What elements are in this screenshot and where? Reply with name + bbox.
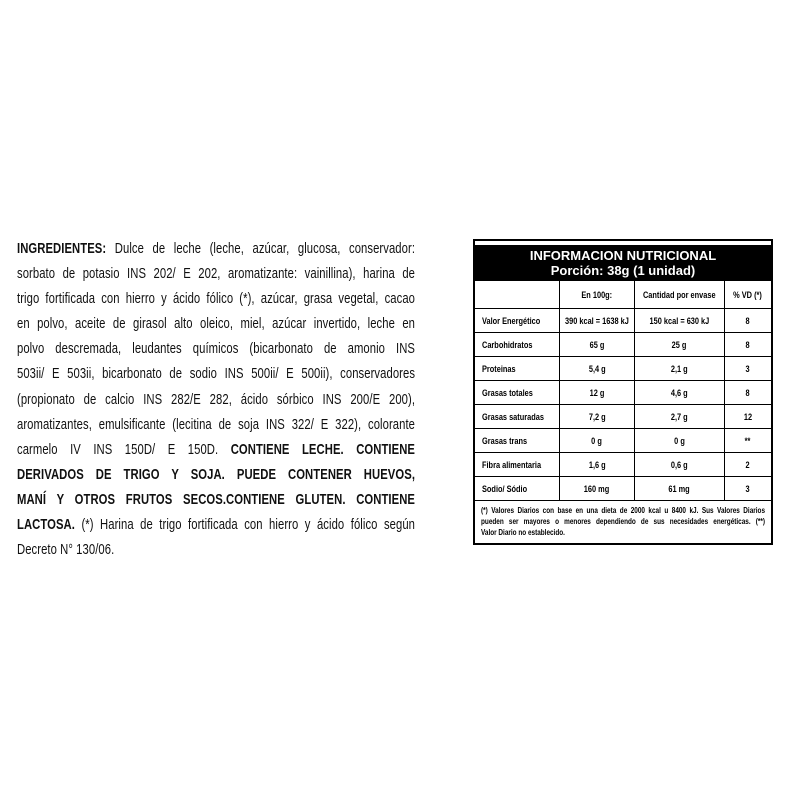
pct-daily-value <box>725 357 771 380</box>
nutrition-row <box>475 405 771 429</box>
value-per-serving <box>635 309 725 332</box>
value-per-100g-text: 390 kcal = 1638 kJ <box>565 315 629 326</box>
ingredients-bold-text: MANÍ Y OTROS FRUTOS SECOS.CONTIENE GLUTEN. CONTIENE <box>17 490 416 508</box>
value-per-100g-text: 0 g <box>591 435 603 446</box>
column-header-pct-vd <box>725 281 771 308</box>
pct-daily-value <box>725 429 771 452</box>
ingredients-text: sorbato de potasio INS 202/ E 202, aromatizante: vainillina), harina de <box>17 265 416 283</box>
value-per-serving-text: 0,6 g <box>671 459 688 470</box>
ingredients-line <box>17 537 415 562</box>
nutrition-table <box>473 239 773 545</box>
ingredients-text: trigo fortificada con hierro y ácido fólico (*), azúcar, grasa vegetal, cacao <box>17 290 416 308</box>
value-per-100g-text: 12 g <box>589 387 605 398</box>
nutrition-title: INFORMACION NUTRICIONAL <box>529 248 717 263</box>
value-per-100g <box>560 453 635 476</box>
value-per-serving <box>635 477 725 500</box>
ingredients-text: 503ii/ E 503ii, bicarbonato de sodio INS 500ii/ E 500ii), conservadores <box>17 365 416 383</box>
ingredients-line <box>17 387 415 412</box>
pct-daily-value-text: 8 <box>745 387 751 398</box>
ingredients-paragraph <box>17 236 415 562</box>
ingredients-line <box>17 412 415 437</box>
pct-daily-value-text: 8 <box>745 315 751 326</box>
nutrition-footnote-line: pueden ser mayores o menores dependiendo de sus necesidades energéticas. (**) <box>481 517 765 526</box>
nutrition-column-headers <box>475 281 771 309</box>
ingredients-line <box>17 462 415 487</box>
nutrition-row <box>475 453 771 477</box>
ingredients-line <box>17 311 415 336</box>
nutrient-name <box>475 333 560 356</box>
pct-daily-value <box>725 333 771 356</box>
nutrient-name <box>475 381 560 404</box>
nutrient-name-text: Valor Energético <box>482 315 541 326</box>
column-header-per-serving <box>635 281 725 308</box>
value-per-100g <box>560 429 635 452</box>
value-per-100g-text: 1,6 g <box>588 459 606 470</box>
nutrient-name <box>475 309 560 332</box>
ingredients-bold-text: INGREDIENTES: <box>17 240 107 257</box>
value-per-serving <box>635 405 725 428</box>
value-per-100g-text: 7,2 g <box>588 411 606 422</box>
value-per-100g <box>560 333 635 356</box>
nutrient-name <box>475 429 560 452</box>
nutrition-table-title-band <box>475 245 771 281</box>
value-per-serving-text: 2,1 g <box>671 363 688 374</box>
ingredients-line <box>17 336 415 361</box>
nutrition-footnote-line: (*) Valores Diarios con base en una dieta de 2000 kcal u 8400 kJ. Sus Valores Diarios <box>481 506 765 515</box>
nutrition-rows <box>475 309 771 501</box>
ingredients-text: carmelo IV INS 150D/ E 150D. <box>17 440 219 458</box>
value-per-serving-text: 2,7 g <box>671 411 688 422</box>
ingredients-line <box>17 512 415 537</box>
nutrient-name-text: Proteinas <box>482 363 516 374</box>
nutrient-name <box>475 405 560 428</box>
ingredients-text: (*) Harina de trigo fortificada con hierro y ácido fólico según <box>74 516 416 534</box>
nutrient-name-text: Grasas saturadas <box>482 411 544 422</box>
pct-daily-value <box>725 477 771 500</box>
nutrient-name <box>475 477 560 500</box>
ingredients-text: aromatizantes, emulsificante (lecitina de soja INS 322/ E 322), colorante <box>17 415 416 433</box>
nutrition-footnote-line: Valor Diario no establecido. <box>481 528 565 537</box>
ingredients-line <box>17 261 415 286</box>
nutrition-row <box>475 309 771 333</box>
ingredients-line <box>17 361 415 386</box>
nutrition-subtitle: Porción: 38g (1 unidad) <box>550 263 696 278</box>
value-per-100g <box>560 309 635 332</box>
pct-daily-value-text: 8 <box>745 339 751 350</box>
value-per-serving <box>635 429 725 452</box>
ingredients-line <box>17 236 415 261</box>
ingredients-line <box>17 437 415 462</box>
pct-daily-value-text: 3 <box>745 483 751 494</box>
value-per-serving <box>635 357 725 380</box>
nutrient-name-text: Grasas trans <box>482 435 528 446</box>
column-header-label: En 100g: <box>581 289 613 300</box>
nutrition-row <box>475 333 771 357</box>
column-header-label: % VD (*) <box>733 289 763 300</box>
value-per-serving-text: 25 g <box>672 339 687 350</box>
value-per-100g-text: 160 mg <box>584 483 610 494</box>
nutrition-footnote <box>475 501 771 543</box>
nutrition-row <box>475 429 771 453</box>
ingredients-bold-text: LACTOSA. <box>17 516 75 534</box>
value-per-100g-text: 65 g <box>589 339 605 350</box>
nutrition-row <box>475 357 771 381</box>
nutrient-name <box>475 357 560 380</box>
value-per-serving <box>635 333 725 356</box>
ingredients-text: Decreto N° 130/06. <box>17 541 115 559</box>
value-per-100g <box>560 405 635 428</box>
pct-daily-value-text: 2 <box>745 459 751 470</box>
column-header-per-100g <box>560 281 635 308</box>
pct-daily-value-text: ** <box>745 435 751 446</box>
value-per-100g <box>560 381 635 404</box>
value-per-serving <box>635 453 725 476</box>
value-per-serving-text: 4,6 g <box>671 387 688 398</box>
ingredients-text: Dulce de leche (leche, azúcar, glucosa, conservador: <box>106 240 416 257</box>
nutrition-row <box>475 381 771 405</box>
ingredients-bold-text: CONTIENE LECHE. CONTIENE <box>218 440 416 458</box>
pct-daily-value-text: 3 <box>745 363 751 374</box>
pct-daily-value <box>725 309 771 332</box>
column-header-nutrient <box>475 281 560 308</box>
nutrient-name-text: Carbohidratos <box>482 339 533 350</box>
ingredients-line <box>17 286 415 311</box>
pct-daily-value <box>725 405 771 428</box>
nutrient-name <box>475 453 560 476</box>
pct-daily-value <box>725 453 771 476</box>
nutrient-name-text: Fibra alimentaria <box>482 459 542 470</box>
ingredients-text: polvo descremada, leudantes químicos (bicarbonato de amonio INS <box>17 340 416 358</box>
pct-daily-value <box>725 381 771 404</box>
value-per-serving <box>635 381 725 404</box>
ingredients-text: (propionato de calcio INS 282/E 282, ácido sórbico INS 200/E 200), <box>17 390 416 408</box>
ingredients-bold-text: DERIVADOS DE TRIGO Y SOJA. PUEDE CONTENER HUEVOS, <box>17 465 416 483</box>
value-per-serving-text: 61 mg <box>668 483 691 494</box>
nutrition-footnote-text <box>481 505 765 538</box>
value-per-100g <box>560 477 635 500</box>
nutrition-row <box>475 477 771 501</box>
value-per-serving-text: 0 g <box>674 435 685 446</box>
nutrient-name-text: Sodio/ Sódio <box>482 483 528 494</box>
pct-daily-value-text: 12 <box>743 411 753 422</box>
ingredients-line <box>17 487 415 512</box>
value-per-100g-text: 5,4 g <box>588 363 606 374</box>
column-header-label: Cantidad por envase <box>643 289 716 300</box>
nutrient-name-text: Grasas totales <box>482 387 533 398</box>
value-per-serving-text: 150 kcal = 630 kJ <box>649 315 710 326</box>
ingredients-text: en polvo, aceite de girasol alto oleico, miel, azúcar invertido, leche en <box>17 315 416 333</box>
value-per-100g <box>560 357 635 380</box>
